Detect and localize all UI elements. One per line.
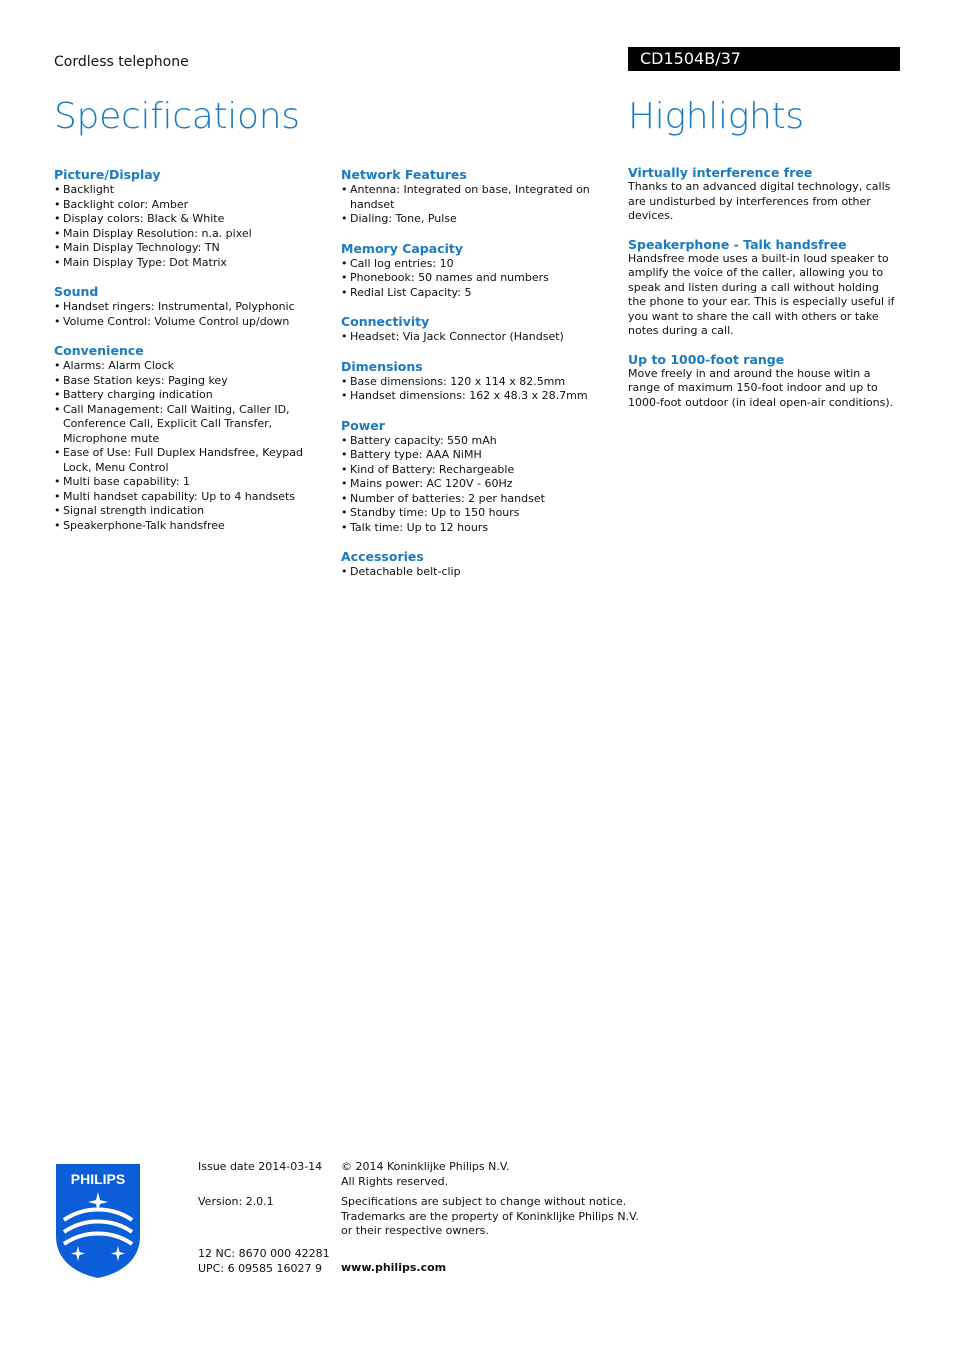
highlight-block [628, 166, 900, 224]
highlight-body: Move freely in and around the house witin a range of maximum 150-foot indoor and up to 1000-foot outdoor (in ideal open-air conditions). [628, 366, 894, 409]
spec-item: • Dialing: Tone, Pulse [341, 212, 617, 227]
spec-item: • Display colors: Black & White [54, 212, 330, 227]
copyright [341, 1160, 509, 1189]
spec-section-title: Dimensions [341, 358, 423, 374]
spec-item: • Headset: Via Jack Connector (Handset) [341, 330, 617, 345]
spec-section-title: Convenience [54, 343, 144, 358]
spec-section-title: Power [341, 417, 385, 433]
spec-item: • Volume Control: Volume Control up/down [54, 315, 330, 330]
spec-section-title: Sound [54, 284, 99, 299]
spec-section [341, 417, 617, 536]
spec-item: • Multi handset capability: Up to 4 handsets [54, 490, 330, 505]
spec-section [341, 166, 617, 227]
spec-item: • Base Station keys: Paging key [54, 374, 330, 389]
spec-item: • Handset ringers: Instrumental, Polyphonic [54, 300, 330, 315]
spec-item: • Main Display Type: Dot Matrix [54, 256, 330, 271]
nc-code: 12 NC: 8670 000 42281 [198, 1247, 330, 1260]
legal-line-2: Trademarks are the property of Koninklijke Philips N.V. [341, 1209, 639, 1223]
highlight-block [628, 353, 900, 411]
philips-shield-logo [54, 1162, 142, 1280]
highlight-body: Thanks to an advanced digital technology, calls are undisturbed by interferences from other devices. [628, 180, 891, 222]
spec-item: • Main Display Resolution: n.a. pixel [54, 227, 330, 242]
version: Version: 2.0.1 [198, 1195, 274, 1208]
issue-date: Issue date 2014-03-14 [198, 1160, 323, 1173]
spec-section-title: Accessories [341, 549, 424, 564]
specifications-title: Specifications [54, 96, 300, 137]
highlights-title: Highlights [628, 96, 804, 137]
website-link[interactable]: www.philips.com [341, 1261, 447, 1274]
spec-section [341, 313, 617, 345]
spec-item: • Battery capacity: 550 mAh [341, 434, 617, 449]
copyright-line-1: © 2014 Koninklijke Philips N.V. [341, 1160, 510, 1173]
spec-section [54, 283, 330, 329]
upc-code: UPC: 6 09585 16027 9 [198, 1261, 323, 1275]
specs-column-2 [341, 166, 617, 593]
product-category: Cordless telephone [54, 54, 189, 70]
spec-item: • Alarms: Alarm Clock [54, 359, 330, 374]
spec-item: • Base dimensions: 120 x 114 x 82.5mm [341, 375, 617, 390]
specs-column-1 [54, 166, 330, 546]
spec-item: • Handset dimensions: 162 x 48.3 x 28.7mm [341, 389, 617, 404]
logo-wordmark: PHILIPS [70, 1171, 126, 1187]
model-number-bar [628, 47, 900, 71]
spec-section-title: Picture/Display [54, 167, 161, 182]
spec-item: • Phonebook: 50 names and numbers [341, 271, 617, 286]
highlight-block [628, 238, 900, 339]
legal-notice [341, 1195, 639, 1239]
spec-item: • Redial List Capacity: 5 [341, 286, 617, 301]
spec-item: • Backlight color: Amber [54, 198, 330, 213]
spec-item: • Multi base capability: 1 [54, 475, 330, 490]
spec-section [54, 342, 330, 533]
highlight-title: Up to 1000-foot range [628, 351, 785, 367]
spec-section [54, 166, 330, 270]
spec-section [341, 548, 617, 580]
spec-item: • Call log entries: 10 [341, 257, 617, 272]
spec-section-title: Connectivity [341, 314, 430, 329]
spec-item: • Mains power: AC 120V - 60Hz [341, 477, 617, 492]
spec-item: • Main Display Technology: TN [54, 241, 330, 256]
legal-line-1: Specifications are subject to change without notice. [341, 1195, 627, 1208]
spec-section-title: Memory Capacity [341, 240, 464, 256]
spec-section-title: Network Features [341, 167, 467, 182]
highlights-column [628, 166, 900, 424]
model-number: CD1504B/37 [640, 49, 741, 68]
spec-item: • Signal strength indication [54, 504, 330, 519]
spec-section [341, 358, 617, 404]
legal-line-3: or their respective owners. [341, 1224, 489, 1237]
spec-section [341, 240, 617, 301]
spec-item: • Antenna: Integrated on base, Integrated on handset [341, 183, 617, 212]
product-codes [198, 1247, 330, 1276]
highlight-title: Virtually interference free [628, 165, 813, 180]
spec-item: • Kind of Battery: Rechargeable [341, 463, 617, 478]
spec-item: • Ease of Use: Full Duplex Handsfree, Keypad Lock, Menu Control [54, 446, 330, 475]
spec-item: • Talk time: Up to 12 hours [341, 521, 617, 536]
copyright-line-2: All Rights reserved. [341, 1174, 449, 1188]
spec-item: • Battery charging indication [54, 388, 330, 403]
highlight-title: Speakerphone - Talk handsfree [628, 236, 847, 252]
spec-item: • Detachable belt-clip [341, 565, 617, 580]
spec-item: • Speakerphone-Talk handsfree [54, 519, 330, 534]
spec-item: • Call Management: Call Waiting, Caller ID, Conference Call, Explicit Call Transfer, Microphone mute [54, 403, 330, 447]
spec-item: • Backlight [54, 183, 330, 198]
spec-item: • Number of batteries: 2 per handset [341, 492, 617, 507]
spec-item: • Battery type: AAA NiMH [341, 448, 617, 463]
highlight-body: Handsfree mode uses a built-in loud speaker to amplify the voice of the caller, allowing you to speak and listen during a call without holding the phone to your ear. This is especially useful if you want to share the call with others or take notes during a call. [628, 251, 895, 337]
spec-item: • Standby time: Up to 150 hours [341, 506, 617, 521]
